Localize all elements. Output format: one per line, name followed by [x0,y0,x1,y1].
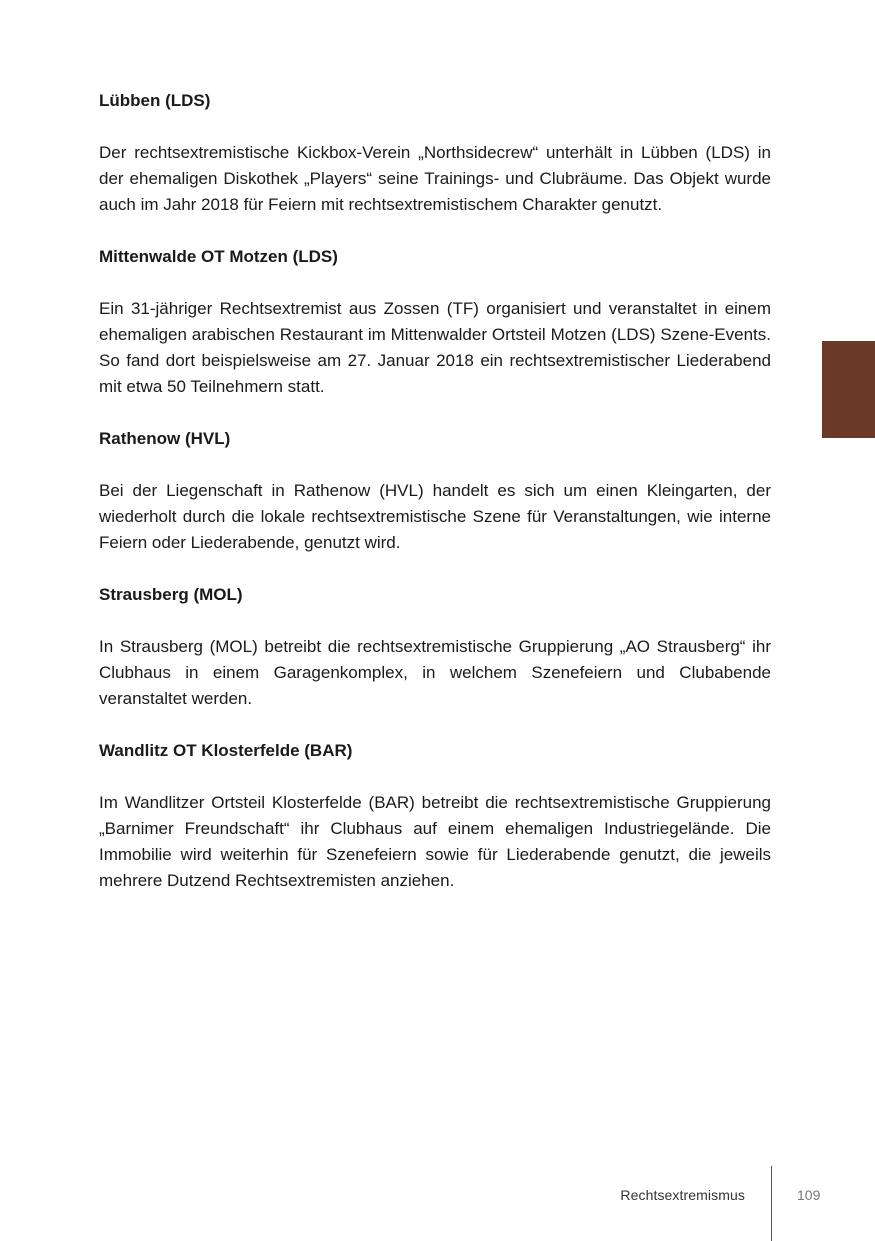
section-body-rathenow: Bei der Liegenschaft in Rathenow (HVL) handelt es sich um einen Kleingarten, der wiederholt durch die lokale rechtsextremistische Szene für Veranstaltungen, wie interne Feiern oder Liederabende, genutzt wird. [99,481,771,552]
chapter-side-tab [822,341,875,438]
footer-chapter-label: Rechtsextremismus [620,1187,745,1203]
section-heading-strausberg: Strausberg (MOL) [99,585,243,604]
section-body-strausberg: In Strausberg (MOL) betreibt die rechtsextremistische Gruppierung „AO Strausberg“ ihr Clubhaus in einem Garagenkomplex, in welchem Szenefeiern und Clubabende veranstaltet werden. [99,637,771,708]
document-body [99,88,771,920]
section-body-luebben: Der rechtsextremistische Kickbox-Verein „Northsidecrew“ unterhält in Lübben (LDS) in der ehemaligen Diskothek „Players“ seine Trainings- und Clubräume. Das Objekt wurde auch im Jahr 2018 für Feiern mit rechtsextremistischem Charakter genutzt. [99,143,771,214]
section-body-wandlitz: Im Wandlitzer Ortsteil Klosterfelde (BAR) betreibt die rechtsextremistische Gruppierung „Barnimer Freundschaft“ ihr Clubhaus auf einem ehemaligen Industriegelände. Die Immobilie wird weiterhin für Szenefeiern sowie für Liederabende genutzt, die jeweils mehrere Dutzend Rechtsextremisten anziehen. [99,793,771,890]
section-heading-mittenwalde: Mittenwalde OT Motzen (LDS) [99,247,338,266]
footer-divider [771,1166,772,1241]
section-heading-wandlitz: Wandlitz OT Klosterfelde (BAR) [99,741,353,760]
section-heading-rathenow: Rathenow (HVL) [99,429,231,448]
section-heading-luebben: Lübben (LDS) [99,91,211,110]
section-body-mittenwalde: Ein 31-jähriger Rechtsextremist aus Zossen (TF) organisiert und veranstaltet in einem ehemaligen arabischen Restaurant im Mittenwalder Ortsteil Motzen (LDS) Szene-Events. So fand dort beispielsweise am 27. Januar 2018 ein rechtsextremistischer Liederabend mit etwa 50 Teilnehmern statt. [99,299,771,396]
page-number: 109 [797,1187,821,1203]
